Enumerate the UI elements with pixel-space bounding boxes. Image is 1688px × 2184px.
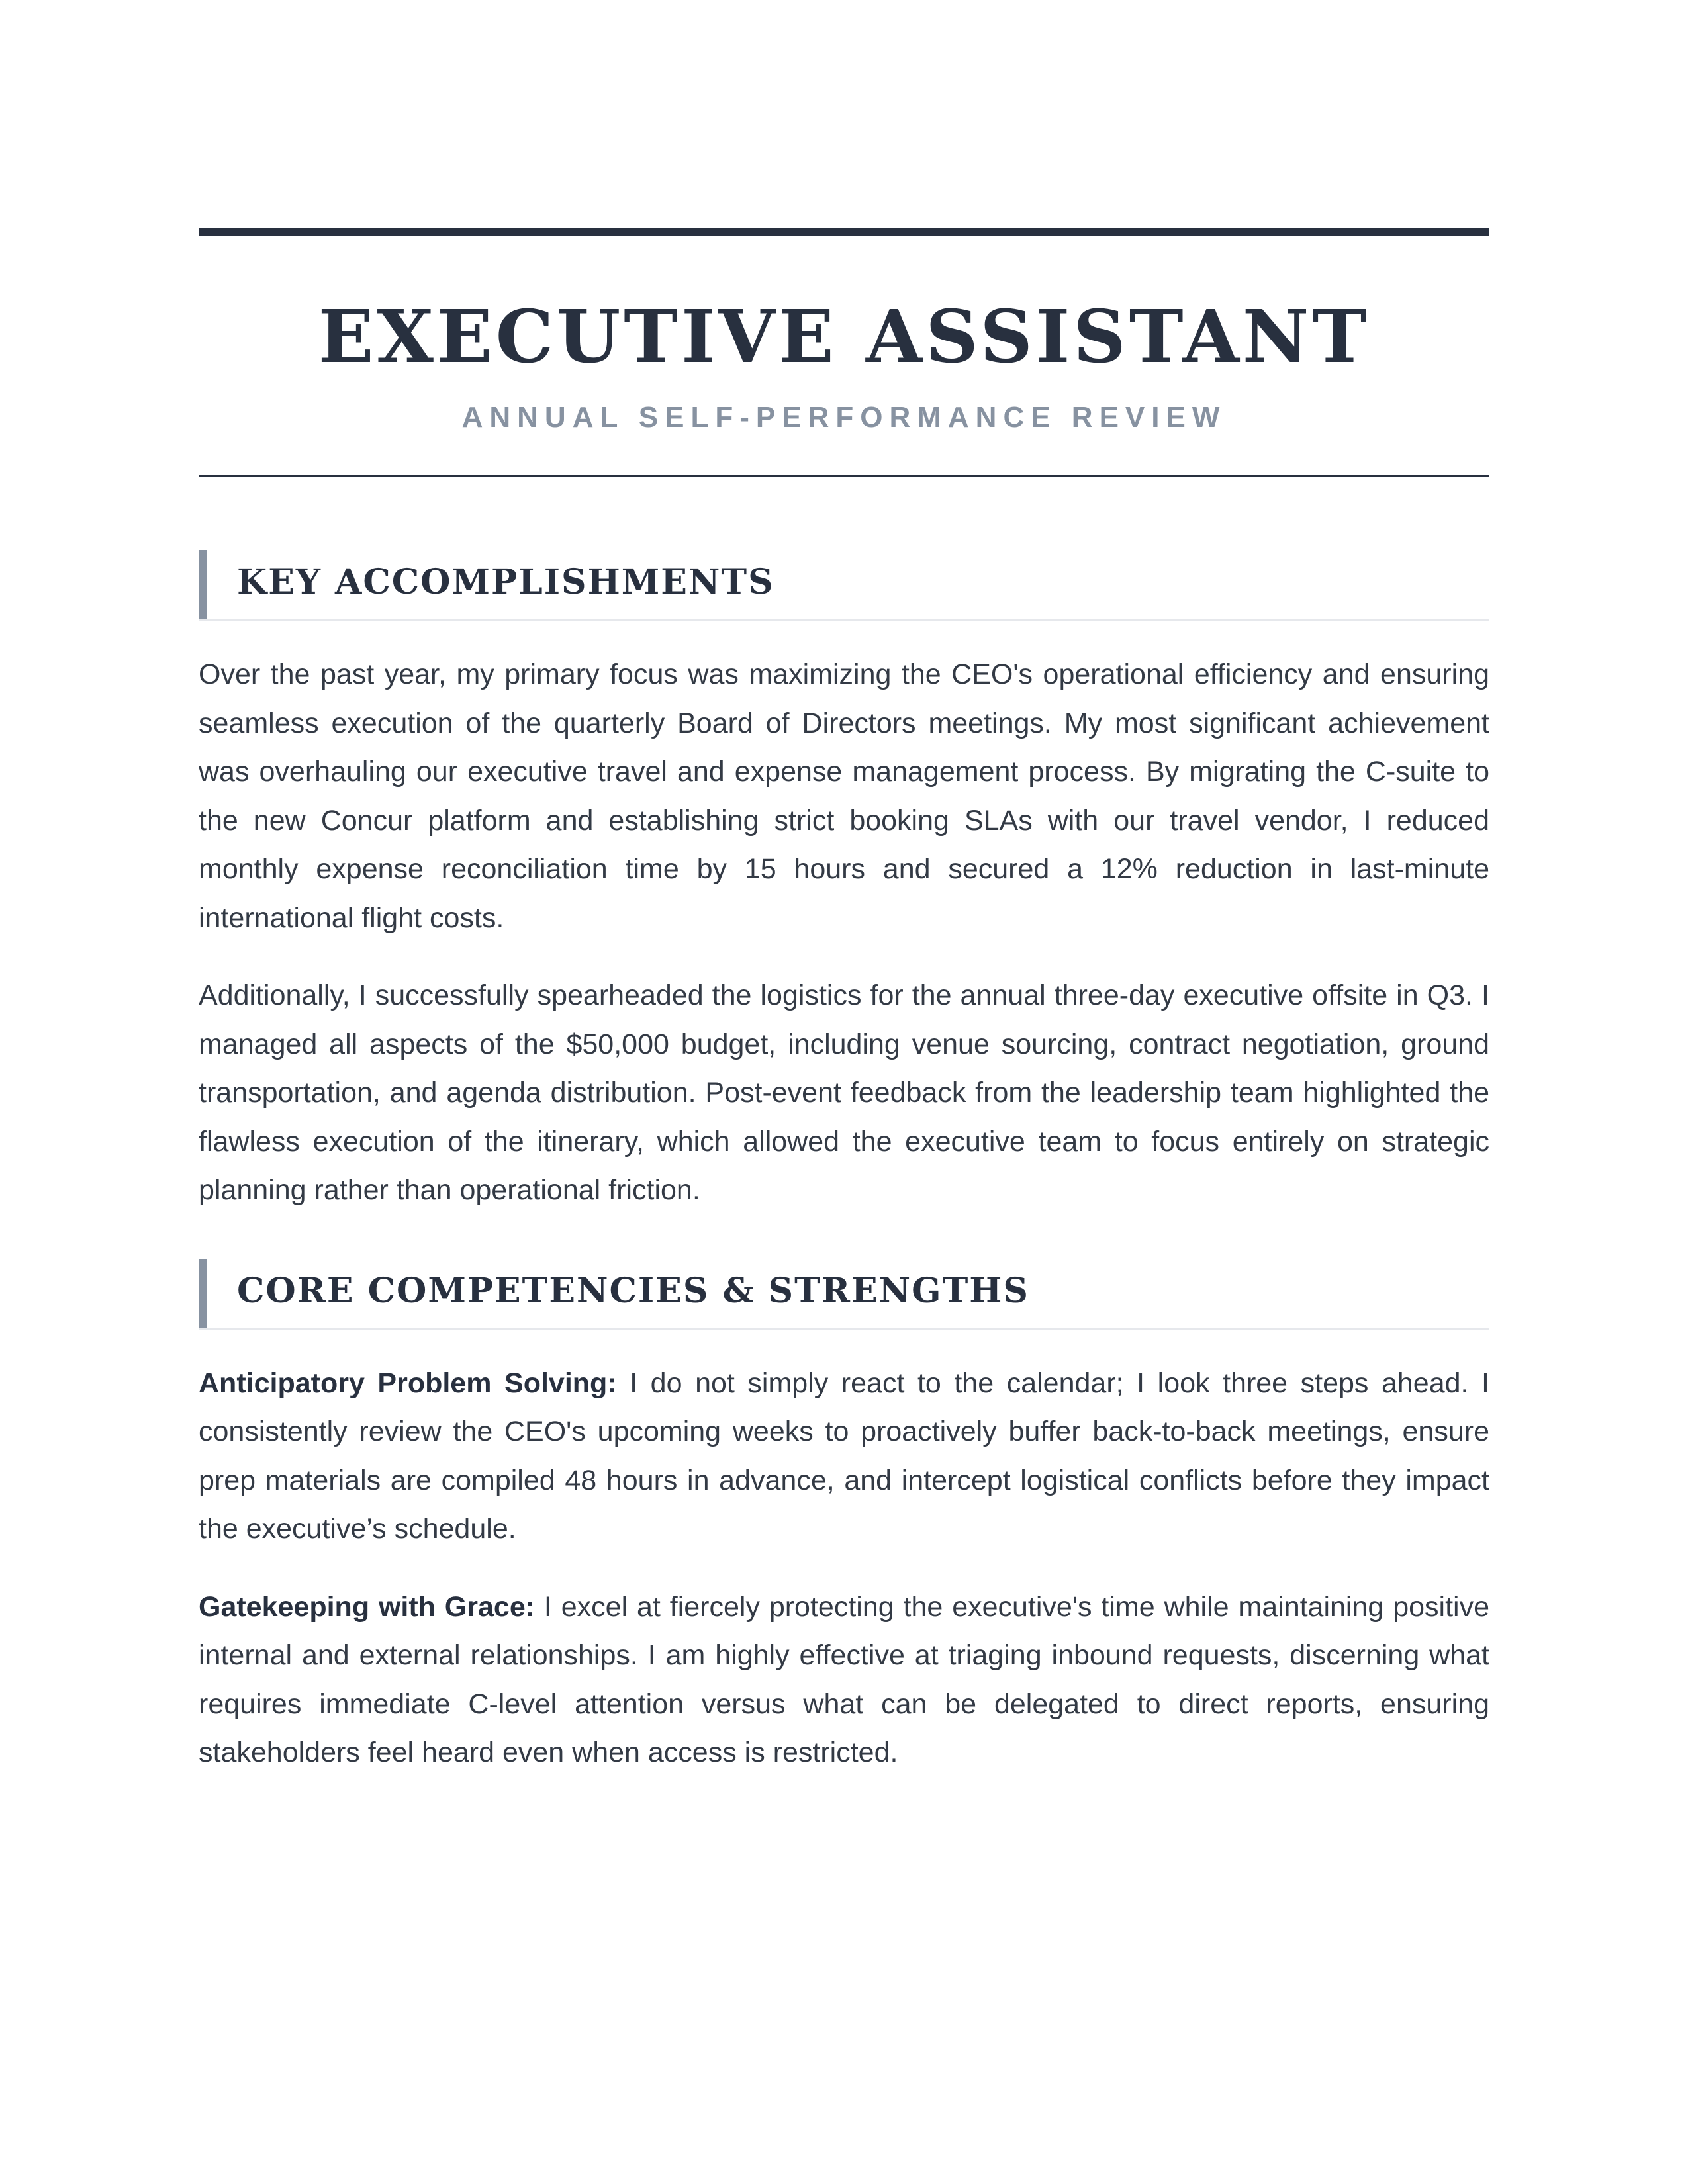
document-page [199, 228, 1489, 1778]
competency-paragraph-2 [199, 1583, 1489, 1778]
top-divider [199, 228, 1489, 236]
paragraph-text: I do not simply react to the calendar; I look three steps ahead. I consistently review the CEO's upcoming weeks to proactively buffer back-to-back meetings, ensure prep materials are compiled 48 hours in advance, and intercept logistical conflicts before they impact the executive’s schedule. [199, 1367, 1489, 1545]
accomplishments-paragraph-1 [199, 651, 1489, 942]
paragraph-text: I excel at fiercely protecting the executive's time while maintaining positive internal and external relationships. I am highly effective at triaging inbound requests, discerning what requires immediate C-level attention versus what can be delegated to direct reports, ensuring stakeholders feel heard even when access is restricted. [199, 1590, 1489, 1768]
section-heading-core-competencies: CORE COMPETENCIES & STRENGTHS [199, 1259, 1489, 1330]
competency-lead-label: Gatekeeping with Grace: [199, 1590, 536, 1623]
section-heading-key-accomplishments: KEY ACCOMPLISHMENTS [199, 550, 1489, 621]
paragraph-text: Over the past year, my primary focus was maximizing the CEO's operational efficiency and ensuring seamless execution of the quarterly Board of Directors meetings. My most significant achievement was overhauling our executive travel and expense management process. By migrating the C-suite to the new Concur platform and establishing strict booking SLAs with our travel vendor, I reduced monthly expense reconciliation time by 15 hours and secured a 12% reduction in last-minute international flight costs. [199, 659, 1489, 934]
competency-lead-label: Anticipatory Problem Solving: [199, 1367, 617, 1399]
paragraph-text: Additionally, I successfully spearheaded the logistics for the annual three-day executive offsite in Q3. I managed all aspects of the $50,000 budget, including venue sourcing, contract negotiation, ground transportation, and agenda distribution. Post-event feedback from the leadership team highlighted the flawless execution of the itinerary, which allowed the executive team to focus entirely on strategic planning rather than operational friction. [199, 979, 1489, 1206]
header-divider [199, 475, 1489, 477]
competency-paragraph-1 [199, 1359, 1489, 1554]
document-title: EXECUTIVE ASSISTANT [318, 294, 1370, 379]
accomplishments-paragraph-2 [199, 972, 1489, 1215]
document-subtitle: ANNUAL SELF-PERFORMANCE REVIEW [461, 401, 1227, 433]
